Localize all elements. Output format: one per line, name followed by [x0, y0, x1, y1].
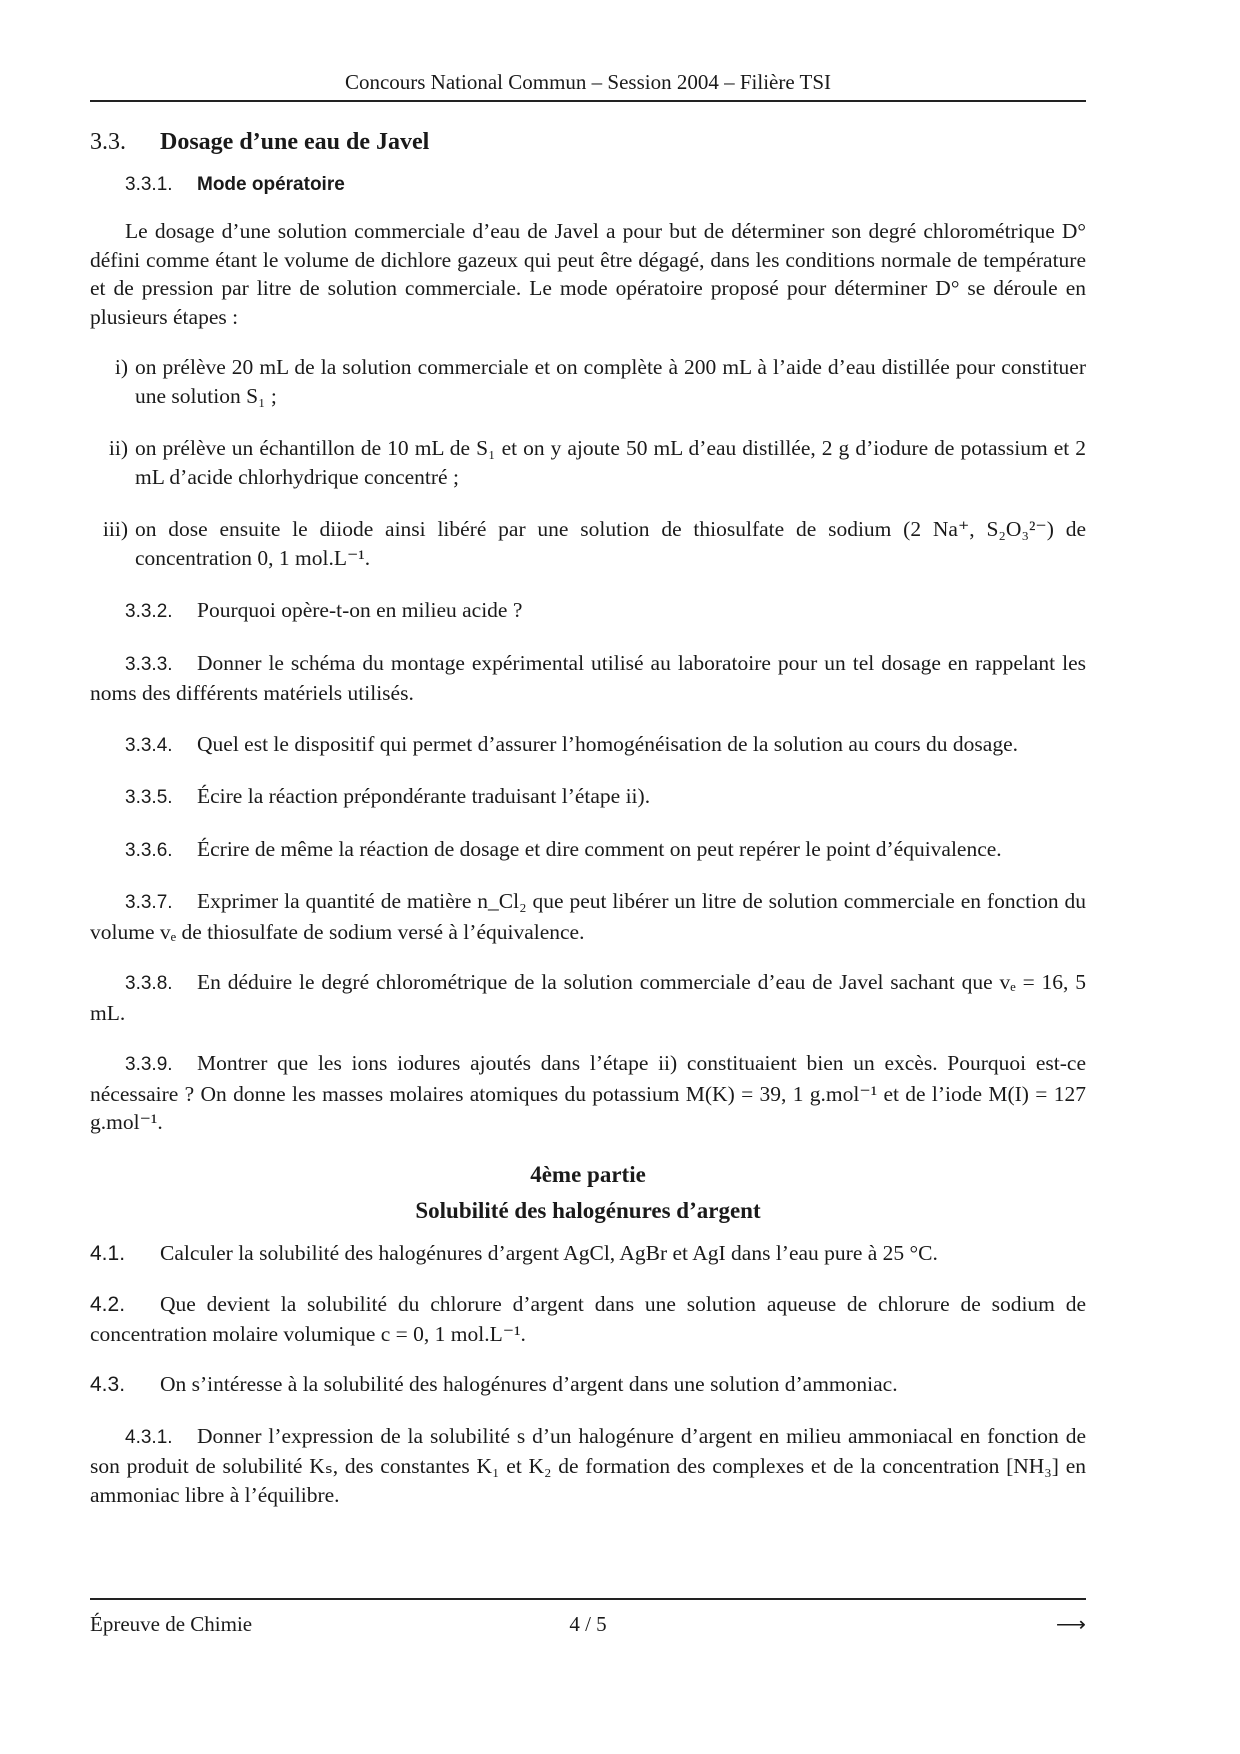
part-label: partie	[587, 1161, 646, 1187]
list-item	[90, 515, 1086, 572]
question-text: Que devient la solubilité du chlorure d’argent dans une solution aqueuse de chlorure de sodium de concentration molaire volumique c = 0, 1 mol.L⁻¹.	[90, 1292, 1086, 1346]
question-number: 3.3.3.	[125, 653, 173, 675]
question	[90, 596, 1086, 627]
footer-left: Épreuve de Chimie	[90, 1612, 253, 1636]
question	[90, 887, 1086, 946]
question-text: Écire la réaction prépondérante traduisant l’étape ii).	[197, 784, 651, 808]
question	[90, 1370, 1086, 1400]
page-header: Concours National Commun – Session 2004 – Filière TSI	[344, 70, 832, 94]
question-number: 4.1.	[90, 1241, 126, 1265]
question-number: 4.3.1.	[125, 1426, 173, 1448]
list-text: on prélève 20 mL de la solution commerciale et on complète à 200 mL à l’aide d’eau distillée pour constituer une solution S₁ ;	[135, 355, 1086, 408]
part-number: 4ème	[530, 1161, 582, 1187]
next-page-arrow-icon: ⟶	[1055, 1612, 1086, 1636]
question-number: 4.3.	[90, 1373, 126, 1396]
question-number: 3.3.9.	[125, 1054, 173, 1075]
list-item	[90, 353, 1086, 410]
intro-paragraph: Le dosage d’une solution commerciale d’eau de Javel a pour but de déterminer son degré chlorométrique D° défini comme étant le volume de dichlore gazeux qui peut être dégagé, dans les conditions normale de température et de pression par litre de solution commerciale. Le mode opératoire proposé pour déterminer D° se déroule en plusieurs étapes :	[90, 219, 1086, 329]
question	[90, 835, 1086, 866]
list-item	[90, 434, 1086, 491]
page-body	[90, 128, 1086, 1509]
question-number: 3.3.6.	[125, 839, 173, 861]
question-text: Quel est le dispositif qui permet d’assurer l’homogénéisation de la solution au cours du dosage.	[197, 731, 1018, 756]
question-text: Pourquoi opère-t-on en milieu acide ?	[197, 598, 523, 622]
part-title: Solubilité des halogénures d’argent	[415, 1197, 761, 1223]
question-number: 3.3.8.	[125, 973, 173, 994]
question-text: Calculer la solubilité des halogénures d’argent AgCl, AgBr et AgI dans l’eau pure à 25 °C.	[160, 1240, 938, 1265]
subsection-number: 3.3.1.	[125, 173, 173, 195]
subsection-heading	[125, 171, 1086, 200]
list-marker: i)	[114, 355, 128, 379]
part-heading	[90, 1157, 1086, 1193]
list-text: on prélève un échantillon de 10 mL de S₁ et on y ajoute 50 mL d’eau distillée, 2 g d’iodure de potassium et 2 mL d’acide chlorhydrique concentré ;	[135, 436, 1086, 489]
question-text: En déduire le degré chlorométrique de la solution commerciale d’eau de Javel sachant que vₑ = 16, 5 mL.	[90, 970, 1086, 1025]
question	[90, 730, 1086, 761]
question-number: 3.3.2.	[125, 601, 173, 622]
section-heading	[90, 128, 1086, 157]
list-marker: iii)	[102, 517, 128, 541]
steps-list	[90, 353, 1086, 572]
page-number: 4 / 5	[569, 1612, 607, 1636]
question-number: 4.2.	[90, 1293, 126, 1316]
question-text: Donner l’expression de la solubilité s d’un halogénure d’argent en milieu ammoniacal en fonction de son produit de solubilité Kₛ, des constantes K₁ et K₂ de formation des complexes et de la concentration [NH₃] en ammoniac libre à l’équilibre.	[90, 1423, 1086, 1507]
question	[90, 968, 1086, 1027]
question	[90, 782, 1086, 813]
question-text: Donner le schéma du montage expérimental utilisé au laboratoire pour un tel dosage en rappelant les noms des différents matériels utilisés.	[90, 650, 1086, 705]
question-text: Exprimer la quantité de matière n_Cl₂ que peut libérer un litre de solution commerciale en fonction du volume vₑ de thiosulfate de sodium versé à l’équivalence.	[90, 889, 1086, 944]
question	[90, 649, 1086, 708]
question-text: Montrer que les ions iodures ajoutés dans l’étape ii) constituaient bien un excès. Pourquoi est-ce nécessaire ? On donne les masses molaires atomiques du potassium M(K) = 39, 1 g.mol⁻¹ et de l’iode M(I) = 127 g.mol⁻¹.	[90, 1051, 1086, 1134]
subsection-title: Mode opératoire	[197, 173, 345, 195]
list-marker: ii)	[108, 436, 128, 460]
question-text: On s’intéresse à la solubilité des halogénures d’argent dans une solution d’ammoniac.	[160, 1372, 898, 1396]
question-number: 3.3.5.	[125, 787, 173, 808]
section-title: Dosage d’une eau de Javel	[160, 129, 430, 155]
question	[90, 1422, 1086, 1510]
question-number: 3.3.4.	[125, 734, 173, 756]
question-text: Écrire de même la réaction de dosage et dire comment on peut repérer le point d’équivalence.	[197, 836, 1002, 861]
footer-rule	[90, 1598, 1086, 1600]
question	[90, 1049, 1086, 1137]
question	[90, 1239, 1086, 1269]
header-rule	[90, 100, 1086, 102]
list-text: on dose ensuite le diiode ainsi libéré par une solution de thiosulfate de sodium (2 Na⁺, S₂O₃²⁻) de concentration 0, 1 mol.L⁻¹.	[135, 517, 1086, 570]
question	[90, 1290, 1086, 1348]
question-number: 3.3.7.	[125, 892, 173, 913]
page	[90, 0, 1086, 1754]
section-number: 3.3.	[90, 129, 126, 155]
